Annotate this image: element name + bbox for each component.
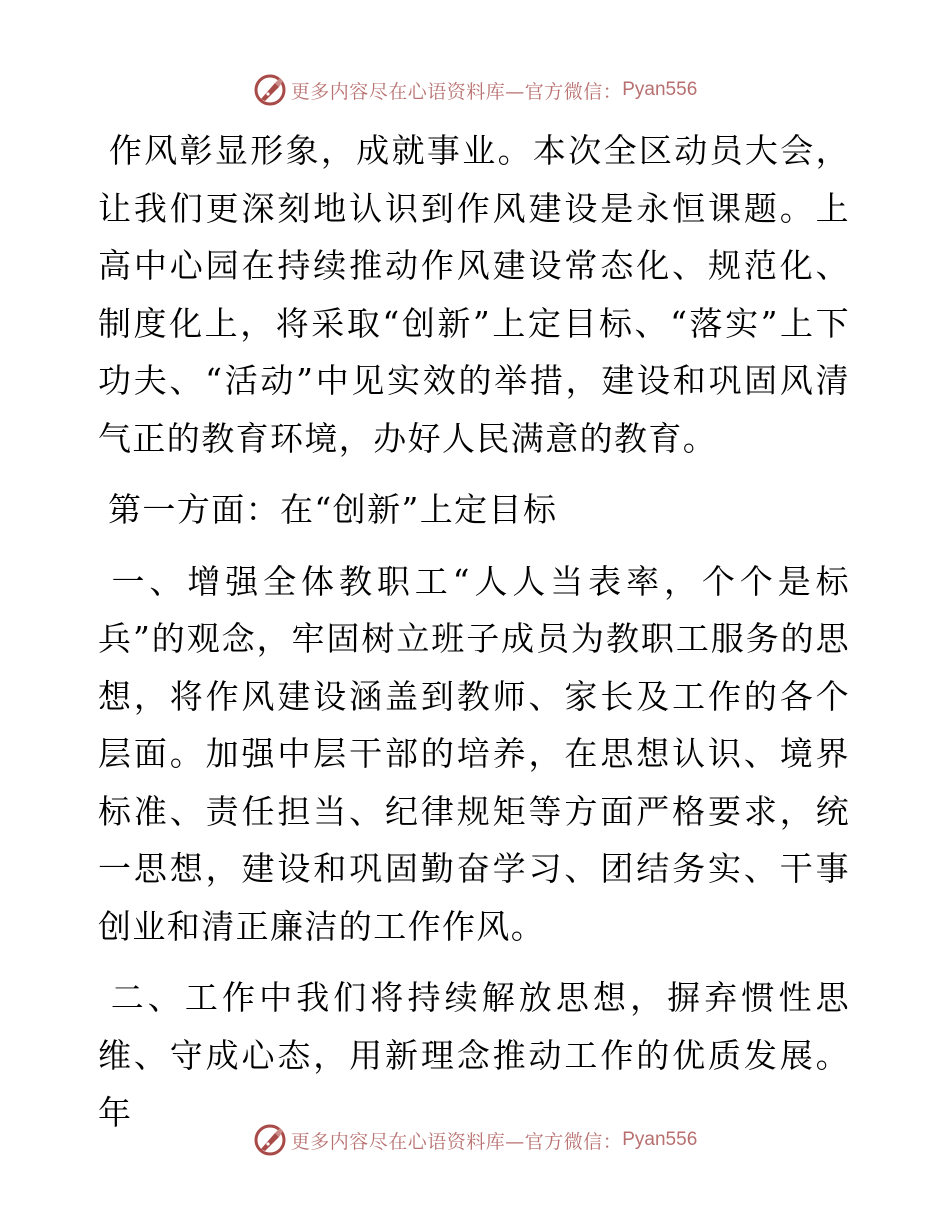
pen-nib-logo-icon [253,73,287,107]
section-heading: 第一方面：在“创新”上定目标 [108,490,558,529]
footer-watermark-banner [0,1120,950,1160]
banner-text: 更多内容尽在心语资料库—官方微信： [290,1130,623,1153]
paragraph-intro: 作风彰显形象，成就事业。本次全区动员大会，让我们更深刻地认识到作风建设是永恒课题。上高中心园在持续推动作风建设常态化、规范化、制度化上，将采取“创新”上定目标、“落实”上下功夫、“活动”中见实效的举措，建设和巩固风清气正的教育环境，办好人民满意的教育。 [98,131,850,458]
paragraph-point-one: 一、增强全体教职工“人人当表率，个个是标兵”的观念，牢固树立班子成员为教职工服务的思想，将作风建设涵盖到教师、家长及工作的各个层面。加强中层干部的培养，在思想认识、境界标准、责任担当、纪律规矩等方面严格要求，统一思想，建设和巩固勤奋学习、团结务实、干事创业和清正廉洁的工作作风。 [98,561,850,946]
paragraph-point-two: 二、工作中我们将持续解放思想，摒弃惯性思维、守成心态，用新理念推动工作的优质发展。年 [98,978,850,1132]
header-watermark-banner [0,70,950,110]
pen-nib-logo-icon [253,1123,287,1157]
banner-wechat-account: Pyan556 [622,1129,698,1150]
banner-text: 更多内容尽在心语资料库—官方微信： [290,80,623,103]
document-body [98,122,850,1142]
banner-wechat-account: Pyan556 [622,79,698,100]
